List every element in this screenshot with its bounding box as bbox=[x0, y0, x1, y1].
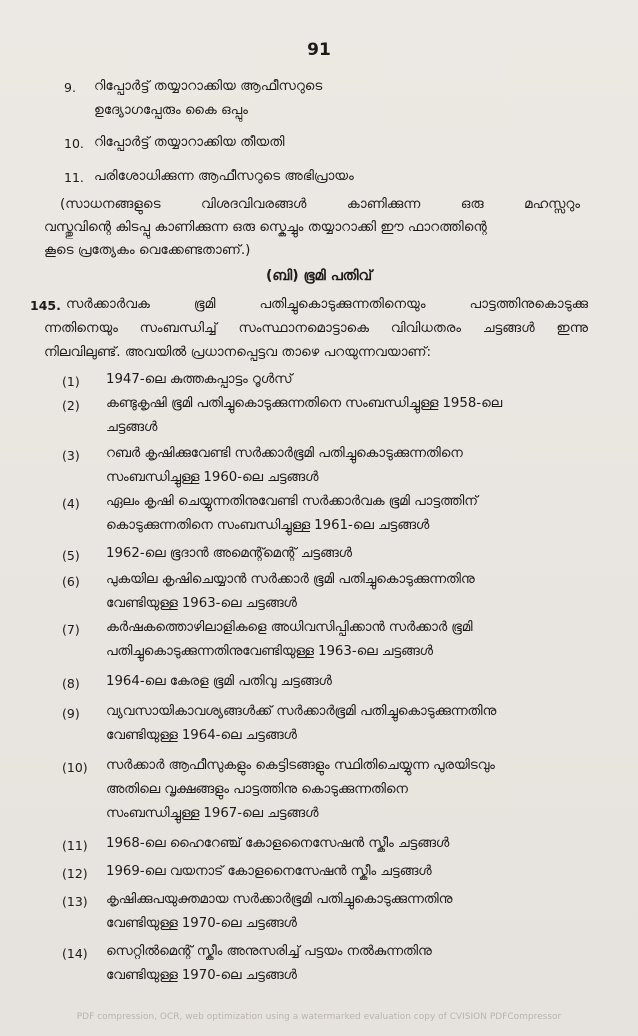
list-item-text: കൃഷിക്കുപയുക്തമായ സർക്കാർഭൂമി പതിച്ചുകൊടുക്കുന്നതിനു bbox=[106, 892, 453, 907]
list-item-text: 1947-ലെ കുത്തകപ്പാട്ടം റൂൾസ് bbox=[106, 372, 293, 387]
list-item-text: വേണ്ടിയുള്ള 1963-ലെ ചട്ടങ്ങൾ bbox=[106, 596, 297, 611]
list-item-text: കണ്ടുകൃഷി ഭൂമി പതിച്ചുകൊടുക്കുന്നതിനെ സംബന്ധിച്ചുള്ള 1958-ലെ bbox=[106, 396, 502, 411]
list-item-number: (6) bbox=[62, 574, 80, 589]
list-item-number: (13) bbox=[62, 894, 88, 909]
note-line: കൂടെ പ്രത്യേകം വെക്കേണ്ടതാണ്.) bbox=[44, 242, 251, 258]
item-text: റിപ്പോർട്ട് തയ്യാറാക്കിയ ആഫീസറുടെ bbox=[94, 78, 323, 94]
list-item-number: (7) bbox=[62, 622, 80, 637]
list-item-number: (14) bbox=[62, 946, 88, 961]
list-item-number: (12) bbox=[62, 866, 88, 881]
list-item-number: (1) bbox=[62, 374, 80, 389]
note-line: (സാധനങ്ങളുടെ വിശദവിവരങ്ങൾ കാണിക്കുന്ന ഒരു മഹസ്സറും bbox=[60, 196, 580, 212]
list-item-text: പതിച്ചുകൊടുക്കുന്നതിനുവേണ്ടിയുള്ള 1963-ലെ ചട്ടങ്ങൾ bbox=[106, 644, 433, 659]
list-item-number: (5) bbox=[62, 548, 80, 563]
list-item-text: ചട്ടങ്ങൾ bbox=[106, 420, 158, 435]
list-item-number: (11) bbox=[62, 838, 88, 853]
list-item-text: വേണ്ടിയുള്ള 1970-ലെ ചട്ടങ്ങൾ bbox=[106, 968, 297, 983]
list-item-number: (9) bbox=[62, 706, 80, 721]
list-item-text: സംബന്ധിച്ചുള്ള 1967-ലെ ചട്ടങ്ങൾ bbox=[106, 806, 319, 821]
watermark-note: PDF compression, OCR, web optimization using a watermarked evaluation copy of CVISION PDFCompressor bbox=[76, 1012, 562, 1022]
list-item-text: വേണ്ടിയുള്ള 1970-ലെ ചട്ടങ്ങൾ bbox=[106, 916, 297, 931]
note-line: വസ്തുവിന്റെ കിടപ്പു കാണിക്കുന്ന ഒരു സ്കെച്ചും തയ്യാറാക്കി ഈ ഫാറത്തിന്റെ bbox=[44, 219, 487, 235]
list-item-text: 1964-ലെ കേരള ഭൂമി പതിവു ചട്ടങ്ങൾ bbox=[106, 674, 332, 689]
list-item-number: (4) bbox=[62, 496, 80, 511]
page-number: 91 bbox=[307, 40, 331, 60]
list-item-number: (2) bbox=[62, 398, 80, 413]
list-item-text: സെറ്റിൽമെന്റ് സ്കീം അനുസരിച്ച് പട്ടയം നൽകുന്നതിനു bbox=[106, 944, 432, 959]
list-item-text: കൊടുക്കുന്നതിനെ സംബന്ധിച്ചുള്ള 1961-ലെ ചട്ടങ്ങൾ bbox=[106, 518, 430, 533]
item-number: 10. bbox=[64, 136, 84, 151]
list-item-text: ഏലം കൃഷി ചെയ്യുന്നതിനുവേണ്ടി സർക്കാർവക ഭൂമി പാട്ടത്തിന് bbox=[106, 494, 478, 509]
item-text: ഉദ്യോഗപ്പേരും കൈ ഒപ്പും bbox=[94, 102, 248, 118]
list-item-text: 1962-ലെ ഭൂദാൻ അമെന്റ്മെന്റ് ചട്ടങ്ങൾ bbox=[106, 546, 352, 561]
item-number: 9. bbox=[64, 80, 76, 95]
section-heading: (ബി) ഭൂമി പതിവ് bbox=[265, 268, 373, 284]
item-text: പരിശോധിക്കുന്ന ആഫീസറുടെ അഭിപ്രായം bbox=[94, 168, 354, 184]
paragraph-line: സർക്കാർവക ഭൂമി പതിച്ചുകൊടുക്കുന്നതിനെയും പാട്ടത്തിനുകൊടുക്കു bbox=[66, 296, 588, 312]
list-item-text: കർഷകത്തൊഴിലാളികളെ അധിവസിപ്പിക്കാൻ സർക്കാർ ഭൂമി bbox=[106, 620, 473, 635]
paragraph-line: നിലവിലുണ്ട്. അവയിൽ പ്രധാനപ്പെട്ടവ താഴെ പറയുന്നവയാണ്: bbox=[44, 344, 432, 360]
list-item-text: 1968-ലെ ഹൈറേഞ്ച് കോളനൈസേഷൻ സ്കീം ചട്ടങ്ങൾ bbox=[106, 836, 450, 851]
item-number: 11. bbox=[64, 170, 84, 185]
paragraph-number: 145. bbox=[30, 298, 61, 313]
list-item-number: (10) bbox=[62, 760, 88, 775]
list-item-number: (3) bbox=[62, 448, 80, 463]
list-item-text: വ്യവസായികാവശ്യങ്ങൾക്ക് സർക്കാർഭൂമി പതിച്ചുകൊടുക്കുന്നതിനു bbox=[106, 704, 497, 719]
paragraph-line: ന്നതിനെയും സംബന്ധിച്ച് സംസ്ഥാനമൊട്ടാകെ വിവിധതരം ചട്ടങ്ങൾ ഇന്നു bbox=[44, 320, 588, 336]
list-item-text: പുകയില കൃഷിചെയ്യാൻ സർക്കാർ ഭൂമി പതിച്ചുകൊടുക്കുന്നതിനു bbox=[106, 572, 475, 587]
list-item-text: വേണ്ടിയുള്ള 1964-ലെ ചട്ടങ്ങൾ bbox=[106, 728, 297, 743]
list-item-text: സംബന്ധിച്ചുള്ള 1960-ലെ ചട്ടങ്ങൾ bbox=[106, 470, 319, 485]
list-item-text: സർക്കാർ ആഫീസുകളും കെട്ടിടങ്ങളും സ്ഥിതിചെയ്യുന്ന പുരയിടവും bbox=[106, 758, 495, 773]
list-item-text: 1969-ലെ വയനാട് കോളനൈസേഷൻ സ്കീം ചട്ടങ്ങൾ bbox=[106, 864, 432, 879]
list-item-text: അതിലെ വൃക്ഷങ്ങളും പാട്ടത്തിനു കൊടുക്കുന്നതിനെ bbox=[106, 782, 408, 797]
list-item-number: (8) bbox=[62, 676, 80, 691]
list-item-text: റബർ കൃഷിക്കുവേണ്ടി സർക്കാർഭൂമി പതിച്ചുകൊടുക്കുന്നതിനെ bbox=[106, 446, 463, 461]
item-text: റിപ്പോർട്ട് തയ്യാറാക്കിയ തീയതി bbox=[94, 134, 285, 150]
